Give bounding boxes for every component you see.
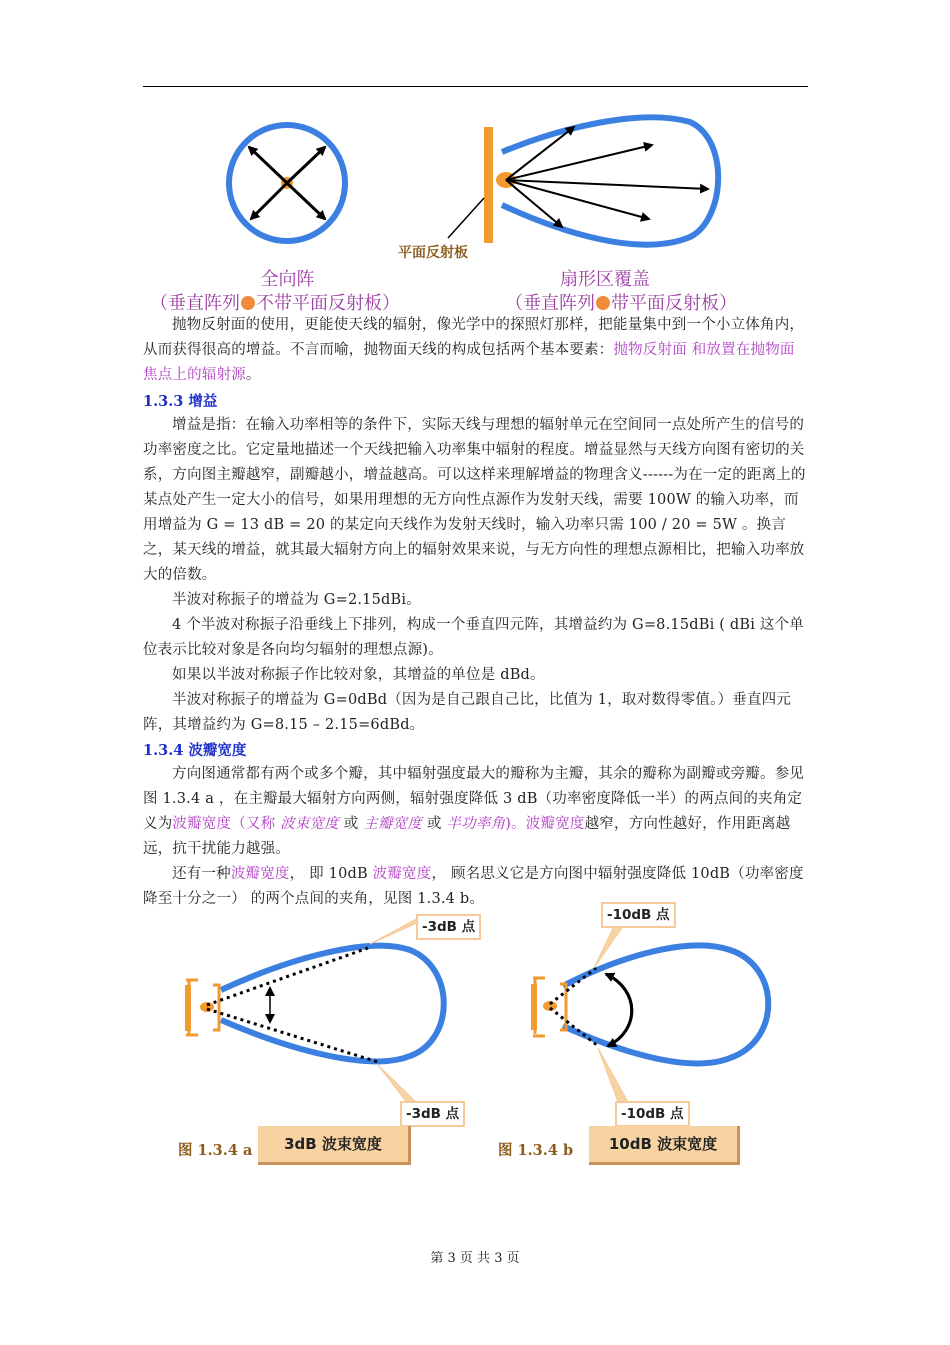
bw-p1-a: 方向图通常都有两个或多个瓣，其中辐射强度最大的瓣称为主瓣，其余的瓣称为副瓣或旁瓣。参见图 1.3.4 a ，在主瓣最大辐射方向两侧，辐射强度降低 3 dB（功率密度降低一半）的两点间的夹角定义为 [143,766,805,832]
bw-p2-c: ， 顾名思义它是方向图中辐射强度降低 10dB（功率密度降至十分之一） 的两个点间的夹角，见图 1.3.4 b。 [143,866,804,907]
omni-caption-line1: 全向阵 [260,269,315,290]
bw-hl-a: 波瓣宽度 [172,816,232,832]
section-heading-beamwidth: 1.3.4 波瓣宽度 [143,742,247,759]
pattern-10db [531,922,768,1102]
callout-10db-bottom: -10dB 点 [615,1101,690,1127]
intro-hl2: 放置在抛物面焦点上的辐射源 [143,342,795,383]
sector-caption-line1: 扇形区覆盖 [560,269,650,290]
reflector-label: 平面反射板 [398,245,468,261]
figure-b-title-box: 10dB 波束宽度 [589,1126,740,1165]
bw-p1-d: 越窄，方向性越好，作用距离越远，抗干扰能力越强。 [143,816,791,857]
bw-hl-d: 波瓣宽度 [372,866,432,882]
intro-text: 抛物反射面的使用，更能使天线的辐射，像光学中的探照灯那样，把能量集中到一个小立体角内，从而获得很高的增益。不言而喻，抛物面天线的构成包括两个基本要素： [143,317,805,358]
callout-3db-bottom: -3dB 点 [400,1101,465,1127]
bw-hl-b: 波瓣宽度 [525,816,585,832]
bw-it2: 主瓣宽度 [363,816,423,832]
bw-it1: 波束宽度 [280,816,339,832]
bw-p2-b: ， 即 10dB [289,866,373,882]
gain-paragraph-2: 半波对称振子的增益为 G=2.15dBi。 [172,592,421,608]
intro-end: 。 [245,367,261,383]
figure-a-title-box: 3dB 波束宽度 [258,1126,411,1165]
sector-caption-a: （垂直阵列 [505,293,595,314]
gain-paragraph-3: 4 个半波对称振子沿垂线上下排列，构成一个垂直四元阵，其增益约为 G=8.15dBi ( dBi 这个单位表示比较对象是各向均匀辐射的理想点源)。 [143,617,804,658]
intro-hl1: 抛物反射面 [613,342,687,358]
bw-it3: 半功率角 [446,816,506,832]
bw-p1-b: （又称 [231,816,281,832]
bw-p1-c: )。 [505,816,526,832]
bw-or1: 或 [338,816,364,832]
sector-caption-b: 带平面反射板） [611,293,737,314]
callout-3db-top: -3dB 点 [416,914,481,940]
omni-caption-b: 不带平面反射板） [256,293,400,314]
callout-10db-top: -10dB 点 [601,902,676,928]
omni-caption-a: （垂直阵列 [150,293,240,314]
bw-or2: 或 [422,816,447,832]
figure-b-label: 图 1.3.4 b [498,1142,574,1159]
page-footer: 第 3 页 共 3 页 [430,1251,520,1266]
section-heading-gain: 1.3.3 增益 [143,393,218,410]
gain-paragraph-1: 增益是指：在输入功率相等的条件下，实际天线与理想的辐射单元在空间同一点处所产生的信号的功率密度之比。它定量地描述一个天线把输入功率集中辐射的程度。增益显然与天线方向图有密切的关系，方向图主瓣越窄，副瓣越小，增益越高。可以这样来理解增益的物理含义------为在一定的距离上的某点处产生一定大小的信号，如果用理想的无方向性点源作为发射天线，需要 100W 的输入功率，而用增益为 G = 13 dB = 20 的某定向天线作为发射天线时，输入功率只需 100 / 20 = 5W 。换言之，某天线的增益，就其最大辐射方向上的辐射效果来说，与无方向性的理想点源相比，把输入功率放大的倍数。 [143,417,806,583]
gain-paragraph-5: 半波对称振子的增益为 G=0dBd（因为是自己跟自己比，比值为 1，取对数得零值。）垂直四元阵，其增益约为 G=8.15 – 2.15=6dBd。 [143,692,792,733]
pattern-3db [185,918,444,1104]
bw-p2-a: 还有一种 [172,866,231,882]
intro-and: 和 [686,342,707,358]
gain-paragraph-4: 如果以半波对称振子作比较对象，其增益的单位是 dBd。 [172,667,545,683]
figure-a-label: 图 1.3.4 a [178,1142,253,1159]
bw-hl-c: 波瓣宽度 [230,866,290,882]
